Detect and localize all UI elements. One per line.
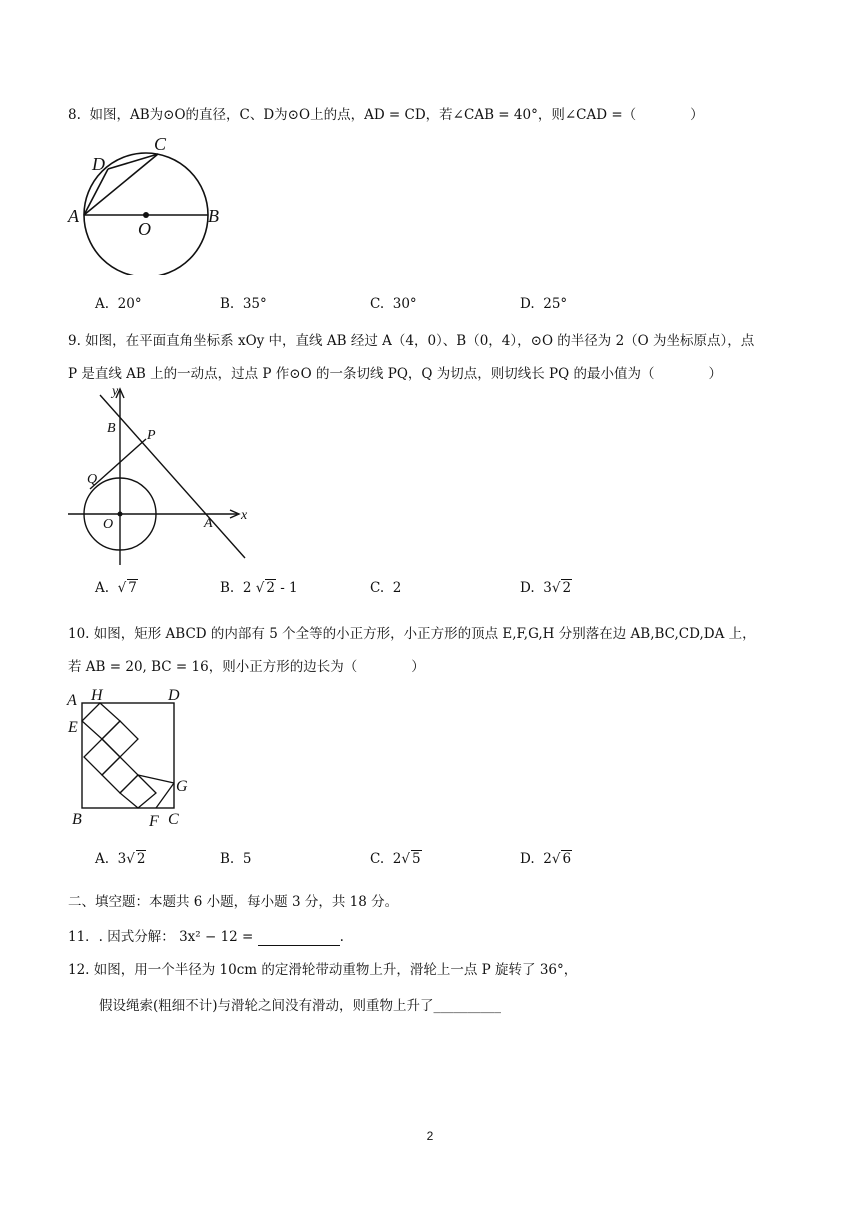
q8-text: 如图，AB为⊙O的直径，C、D为⊙O上的点，AD = CD，若∠CAB = 40°，则∠CAD =（ ）	[89, 107, 704, 123]
q8-option-d: D. 25°	[520, 296, 568, 312]
q9-option-b: B. 2 √ 2 - 1	[220, 580, 298, 596]
section-2-heading: 二、填空题：本题共 6 小题，每小题 3 分，共 18 分。	[68, 894, 399, 910]
q10-option-a: A. 3√ 2	[95, 851, 146, 867]
q10-label-D: D	[168, 687, 180, 704]
q9-label-O: O	[103, 517, 114, 532]
q10-label-B: B	[72, 811, 82, 828]
q8-option-a: A. 20°	[95, 296, 142, 312]
q9-figure	[65, 383, 265, 568]
q8-stem	[68, 103, 704, 123]
q9-label-B: B	[107, 421, 116, 436]
q9-label-Q: Q	[87, 472, 98, 487]
q9-label-y: y	[112, 384, 119, 399]
q12-line1: 12. 如图，用一个半径为 10cm 的定滑轮带动重物上升，滑轮上一点 P 旋转了 36°，	[68, 962, 578, 978]
q11-expression: 3x² − 12 =	[179, 929, 254, 945]
q9-line2: P 是直线 AB 上的一动点，过点 P 作⊙O 的一条切线 PQ，Q 为切点，则切线长 PQ 的最小值为（ ）	[68, 366, 722, 382]
q9-option-c: C. 2	[370, 580, 402, 596]
q11-prefix: 11．. 因式分解：	[68, 929, 175, 945]
q10-label-F: F	[149, 813, 159, 830]
q11-stem: 11．. 因式分解： 3x² − 12 = .	[68, 929, 344, 945]
q12-line2: 假设绳索(粗细不计)与滑轮之间没有滑动，则重物上升了__________	[99, 998, 502, 1014]
q10-label-A: A	[67, 692, 77, 709]
q10-label-G: G	[176, 778, 188, 795]
q8-label-A: A	[68, 206, 79, 226]
q11-answer-blank[interactable]	[258, 929, 340, 946]
q9-label-x: x	[241, 508, 248, 523]
page-number: 2	[426, 1129, 434, 1143]
q9-label-A: A	[204, 516, 213, 531]
q8-number: 8.	[68, 107, 81, 123]
q8-option-c: C. 30°	[370, 296, 417, 312]
q10-option-b: B. 5	[220, 851, 252, 867]
q10-label-H: H	[91, 687, 103, 704]
q9-line1: 9. 如图，在平面直角坐标系 xOy 中，直线 AB 经过 A（4，0）、B（0，4），⊙O 的半径为 2（O 为坐标原点），点	[68, 333, 755, 349]
q8-label-D: D	[92, 154, 105, 174]
q8-label-C: C	[154, 135, 167, 154]
q10-option-d: D. 2√ 6	[520, 851, 572, 867]
q8-figure	[65, 135, 225, 275]
q10-figure	[65, 683, 205, 833]
q8-label-O: O	[138, 219, 151, 239]
q9-label-P: P	[147, 428, 156, 443]
q8-label-B: B	[208, 206, 219, 226]
q8-option-b: B. 35°	[220, 296, 267, 312]
q10-label-E: E	[68, 719, 78, 736]
q9-option-d: D. 3√ 2	[520, 580, 572, 596]
q10-line1: 10. 如图，矩形 ABCD 的内部有 5 个全等的小正方形，小正方形的顶点 E,F,G,H 分别落在边 AB,BC,CD,DA 上，	[68, 626, 756, 642]
q10-line2: 若 AB = 20, BC = 16，则小正方形的边长为（ ）	[68, 659, 425, 675]
q10-label-C: C	[168, 811, 179, 828]
q10-option-c: C. 2√ 5	[370, 851, 421, 867]
q9-option-a: A. √ 7	[95, 580, 137, 596]
